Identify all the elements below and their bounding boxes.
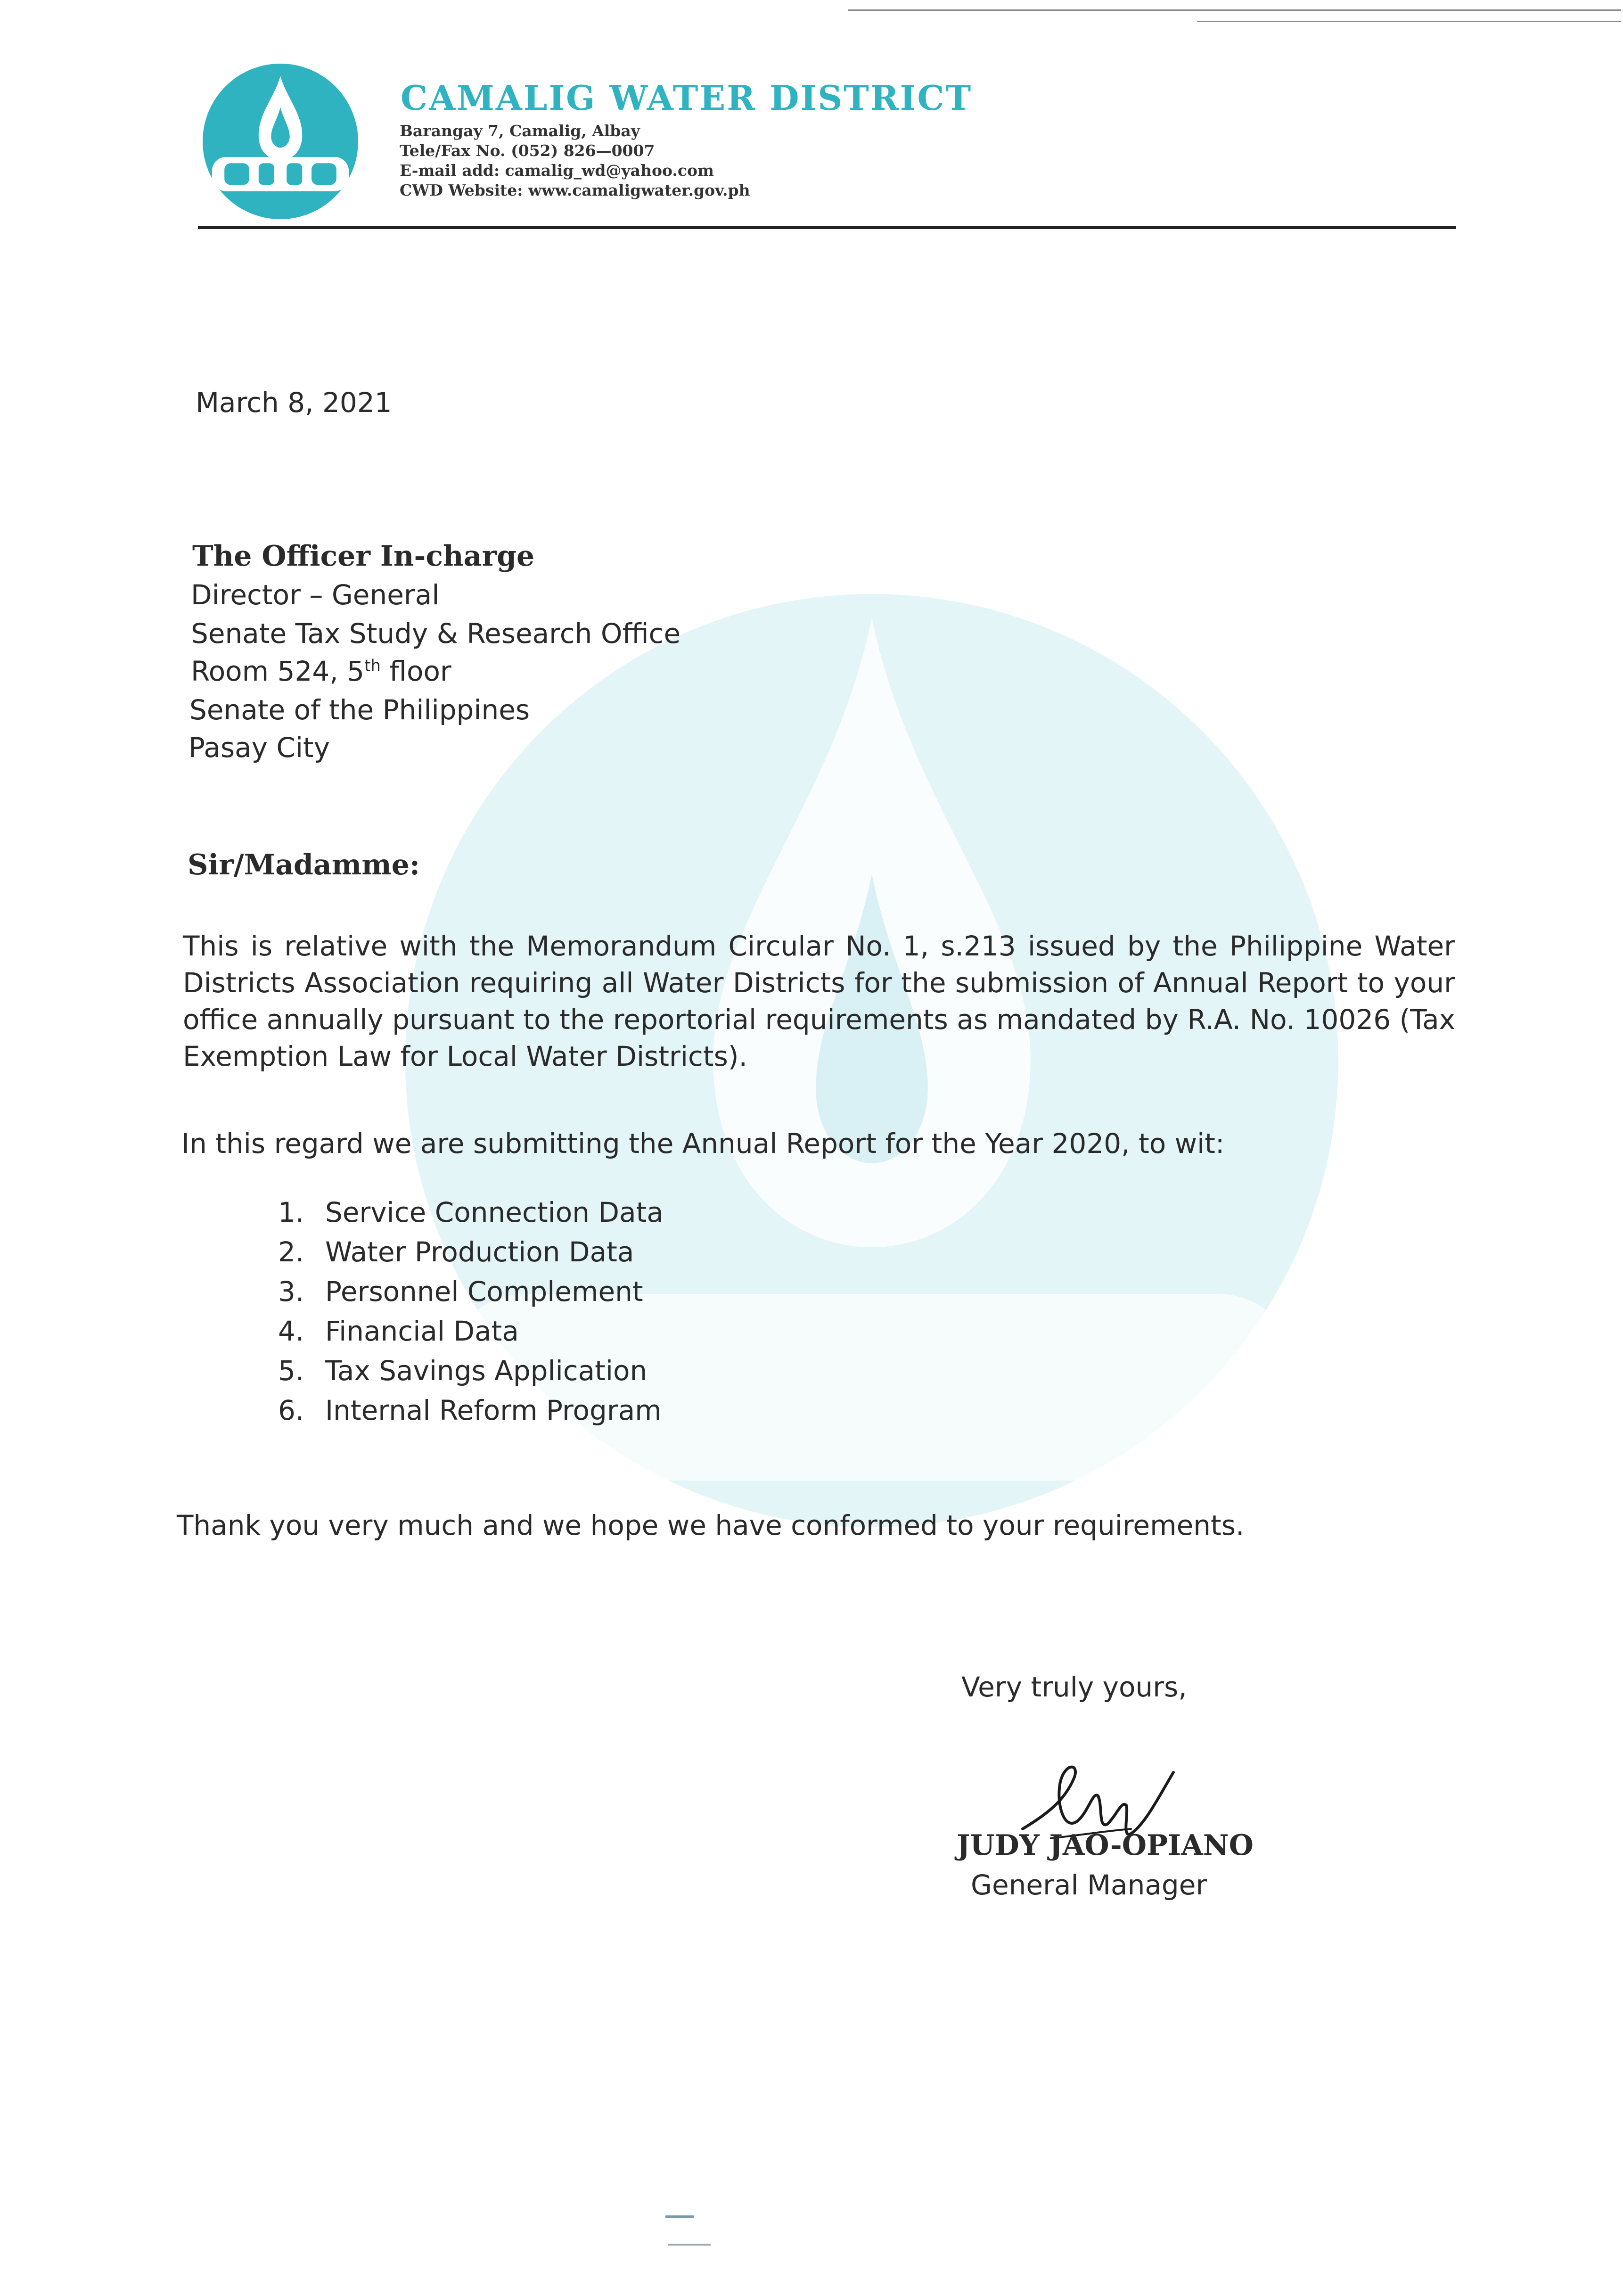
letterhead-email: E-mail add: camalig_wd@yahoo.com [400,161,714,180]
letterhead-divider [198,226,1456,229]
letterhead-address: Barangay 7, Camalig, Albay [400,122,640,140]
list-item [278,1193,664,1232]
recipient-position: Director – General [191,579,440,611]
list-item-number: 5. [278,1355,304,1387]
recipient-room [191,655,451,687]
list-item [278,1272,664,1311]
cwd-logo-icon [203,64,358,219]
letter-date: March 8, 2021 [196,387,392,419]
recipient-room-superscript: th [364,656,381,675]
list-item [278,1391,664,1430]
list-item [278,1232,664,1272]
signatory-name: JUDY JAO-OPIANO [957,1829,1254,1862]
body-paragraph-1: This is relative with the Memorandum Circular No. 1, s.213 issued by the Philippine Water Districts Association requiring all Water Districts for the submission of Annual Report to your office annually pursuant to the reportorial requirements as mandated by R.A. No. 10026 (Tax Exemption Law for Local Water Districts). [183,930,1455,1072]
list-item-text: Tax Savings Application [325,1355,648,1387]
letterhead-telefax: Tele/Fax No. (052) 826—0007 [400,141,655,160]
scan-artifact-speck [665,2215,694,2218]
letterhead-website: CWD Website: www.camaligwater.gov.ph [400,181,750,199]
salutation: Sir/Madamme: [188,848,420,881]
list-item-text: Internal Reform Program [325,1394,662,1426]
letterhead-organization-name: CAMALIG WATER DISTRICT [401,78,973,118]
recipient-office: Senate Tax Study & Research Office [191,617,681,650]
closing-paragraph: Thank you very much and we hope we have conformed to your requirements. [177,1509,1245,1541]
list-item [278,1311,664,1351]
list-item-text: Service Connection Data [325,1196,664,1228]
recipient-title: The Officer In-charge [192,540,535,573]
list-item-number: 2. [278,1236,304,1268]
recipient-city: Pasay City [189,732,330,764]
list-item-number: 1. [278,1196,304,1228]
list-item-text: Financial Data [325,1315,519,1347]
scan-artifact-speck [668,2244,711,2246]
scan-artifact-top-line [848,9,1621,11]
report-items-list [278,1193,664,1430]
recipient-room-suffix: floor [380,655,451,687]
recipient-room-prefix: Room 524, 5 [191,655,365,687]
list-item-number: 3. [278,1276,304,1308]
list-item [278,1351,664,1391]
signatory-position: General Manager [971,1869,1207,1901]
list-item-text: Personnel Complement [325,1276,643,1308]
scan-artifact-top-line [1197,21,1621,22]
list-item-text: Water Production Data [325,1236,634,1268]
body-paragraph-2: In this regard we are submitting the Annual Report for the Year 2020, to wit: [181,1127,1225,1160]
recipient-institution: Senate of the Philippines [189,694,530,726]
list-item-number: 6. [278,1394,304,1426]
list-item-number: 4. [278,1315,304,1347]
complimentary-close: Very truly yours, [961,1671,1187,1703]
